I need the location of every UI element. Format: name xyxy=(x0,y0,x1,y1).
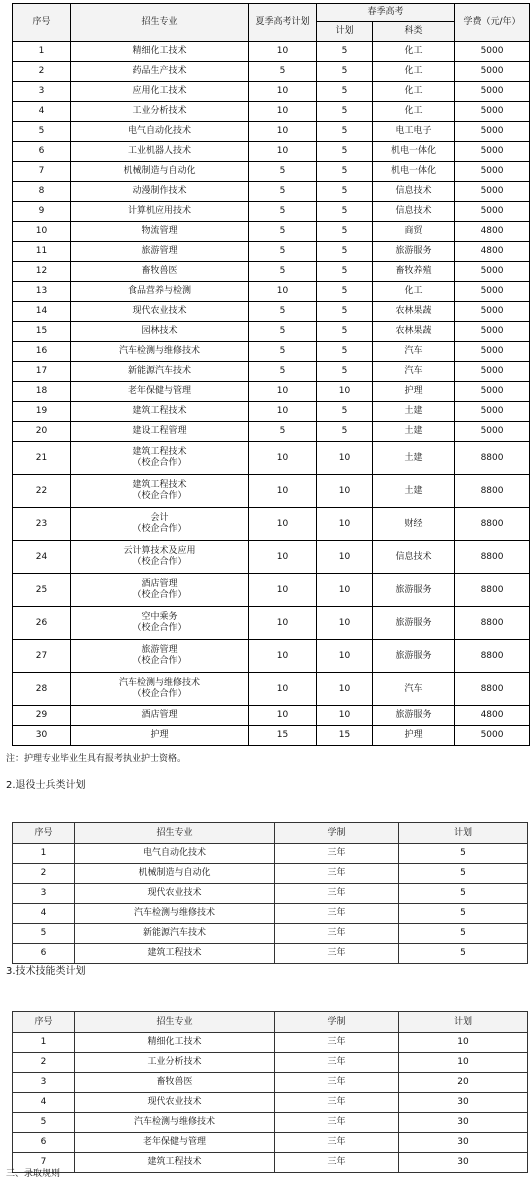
major-name: 护理 xyxy=(71,726,249,746)
row-number: 7 xyxy=(13,162,71,182)
summer-plan: 10 xyxy=(249,382,317,402)
table-row xyxy=(13,726,530,746)
spring-category: 农林果蔬 xyxy=(373,302,455,322)
major-name: 物流管理 xyxy=(71,222,249,242)
spring-category: 化工 xyxy=(373,82,455,102)
enrollment-plan-table xyxy=(12,3,530,746)
major-name: 现代农业技术 xyxy=(75,884,275,904)
major-name: 建筑工程技术 （校企合作） xyxy=(71,442,249,475)
spring-plan: 5 xyxy=(317,122,373,142)
summer-plan: 10 xyxy=(249,574,317,607)
summer-plan: 5 xyxy=(249,182,317,202)
spring-category: 土建 xyxy=(373,402,455,422)
table-row xyxy=(13,302,530,322)
major-name: 建筑工程技术 xyxy=(75,1153,275,1173)
tuition-fee: 8800 xyxy=(455,607,530,640)
major-name: 云计算技术及应用 （校企合作） xyxy=(71,541,249,574)
spring-plan: 10 xyxy=(317,475,373,508)
tuition-fee: 5000 xyxy=(455,382,530,402)
spring-plan: 5 xyxy=(317,242,373,262)
summer-plan: 5 xyxy=(249,302,317,322)
spring-plan: 5 xyxy=(317,202,373,222)
row-number: 12 xyxy=(13,262,71,282)
duration: 三年 xyxy=(275,1053,399,1073)
spring-category: 商贸 xyxy=(373,222,455,242)
row-number: 21 xyxy=(13,442,71,475)
spring-plan: 5 xyxy=(317,302,373,322)
row-number: 27 xyxy=(13,640,71,673)
tuition-fee: 5000 xyxy=(455,726,530,746)
duration: 三年 xyxy=(275,1093,399,1113)
spring-plan: 10 xyxy=(317,541,373,574)
major-name: 老年保健与管理 xyxy=(75,1133,275,1153)
row-number: 25 xyxy=(13,574,71,607)
row-number: 17 xyxy=(13,362,71,382)
summer-plan: 10 xyxy=(249,82,317,102)
table-row xyxy=(13,607,530,640)
header-major: 招生专业 xyxy=(75,1012,275,1033)
plan-count: 30 xyxy=(399,1133,528,1153)
row-number: 3 xyxy=(13,884,75,904)
table-row xyxy=(13,162,530,182)
row-number: 10 xyxy=(13,222,71,242)
plan-count: 10 xyxy=(399,1053,528,1073)
major-name: 汽车检测与维修技术 xyxy=(71,342,249,362)
plan-count: 30 xyxy=(399,1113,528,1133)
summer-plan: 5 xyxy=(249,242,317,262)
row-number: 4 xyxy=(13,102,71,122)
header-spring-plan: 计划 xyxy=(317,22,373,42)
plan-count: 5 xyxy=(399,924,528,944)
spring-category: 汽车 xyxy=(373,673,455,706)
summer-plan: 15 xyxy=(249,726,317,746)
major-name: 食品营养与检测 xyxy=(71,282,249,302)
spring-plan: 5 xyxy=(317,142,373,162)
spring-category: 机电一体化 xyxy=(373,142,455,162)
spring-plan: 5 xyxy=(317,162,373,182)
spring-plan: 5 xyxy=(317,362,373,382)
row-number: 2 xyxy=(13,1053,75,1073)
row-number: 14 xyxy=(13,302,71,322)
row-number: 29 xyxy=(13,706,71,726)
header-duration: 学制 xyxy=(275,1012,399,1033)
table-row xyxy=(13,508,530,541)
tuition-fee: 5000 xyxy=(455,302,530,322)
spring-plan: 5 xyxy=(317,42,373,62)
major-name: 工业分析技术 xyxy=(75,1053,275,1073)
section2-title: 2.退役士兵类计划 xyxy=(6,780,86,791)
summer-plan: 5 xyxy=(249,422,317,442)
summer-plan: 10 xyxy=(249,673,317,706)
spring-category: 化工 xyxy=(373,282,455,302)
section-title-cutoff: 三、录取规则 xyxy=(6,1169,61,1179)
table-row xyxy=(13,402,530,422)
major-name: 现代农业技术 xyxy=(75,1093,275,1113)
plan-count: 20 xyxy=(399,1073,528,1093)
row-number: 1 xyxy=(13,42,71,62)
summer-plan: 10 xyxy=(249,541,317,574)
tuition-fee: 5000 xyxy=(455,62,530,82)
veteran-plan-table xyxy=(12,822,528,964)
tuition-fee: 5000 xyxy=(455,102,530,122)
spring-category: 信息技术 xyxy=(373,541,455,574)
major-name: 新能源汽车技术 xyxy=(71,362,249,382)
table-row xyxy=(13,382,530,402)
table-row xyxy=(13,102,530,122)
major-name: 机械制造与自动化 xyxy=(75,864,275,884)
summer-plan: 5 xyxy=(249,322,317,342)
summer-plan: 10 xyxy=(249,475,317,508)
major-name: 精细化工技术 xyxy=(75,1033,275,1053)
major-name: 老年保健与管理 xyxy=(71,382,249,402)
table-row xyxy=(13,1113,528,1133)
spring-plan: 10 xyxy=(317,508,373,541)
row-number: 16 xyxy=(13,342,71,362)
summer-plan: 10 xyxy=(249,607,317,640)
duration: 三年 xyxy=(275,1113,399,1133)
table-row xyxy=(13,541,530,574)
row-number: 7 xyxy=(13,1153,75,1173)
tuition-fee: 4800 xyxy=(455,242,530,262)
major-name: 建筑工程技术 xyxy=(71,402,249,422)
table-row xyxy=(13,342,530,362)
spring-plan: 5 xyxy=(317,222,373,242)
row-number: 18 xyxy=(13,382,71,402)
tuition-fee: 8800 xyxy=(455,541,530,574)
major-name: 旅游管理 （校企合作） xyxy=(71,640,249,673)
major-name: 畜牧兽医 xyxy=(75,1073,275,1093)
summer-plan: 5 xyxy=(249,222,317,242)
spring-category: 土建 xyxy=(373,442,455,475)
spring-plan: 10 xyxy=(317,382,373,402)
row-number: 28 xyxy=(13,673,71,706)
row-number: 15 xyxy=(13,322,71,342)
table-row xyxy=(13,673,530,706)
tuition-fee: 5000 xyxy=(455,402,530,422)
row-number: 6 xyxy=(13,944,75,964)
table-row xyxy=(13,844,528,864)
major-name: 机械制造与自动化 xyxy=(71,162,249,182)
spring-plan: 5 xyxy=(317,262,373,282)
row-number: 13 xyxy=(13,282,71,302)
spring-category: 机电一体化 xyxy=(373,162,455,182)
table-row xyxy=(13,82,530,102)
row-number: 3 xyxy=(13,82,71,102)
header-seq: 序号 xyxy=(13,823,75,844)
tuition-fee: 5000 xyxy=(455,122,530,142)
header-plan: 计划 xyxy=(399,823,528,844)
table-row xyxy=(13,182,530,202)
row-number: 5 xyxy=(13,122,71,142)
duration: 三年 xyxy=(275,904,399,924)
spring-category: 化工 xyxy=(373,42,455,62)
tuition-fee: 5000 xyxy=(455,262,530,282)
table-row xyxy=(13,442,530,475)
tuition-fee: 8800 xyxy=(455,475,530,508)
spring-category: 信息技术 xyxy=(373,202,455,222)
row-number: 4 xyxy=(13,1093,75,1113)
table-row xyxy=(13,142,530,162)
spring-category: 旅游服务 xyxy=(373,640,455,673)
tuition-fee: 5000 xyxy=(455,422,530,442)
header-summer-plan: 夏季高考计划 xyxy=(249,4,317,42)
summer-plan: 10 xyxy=(249,122,317,142)
spring-category: 旅游服务 xyxy=(373,574,455,607)
row-number: 2 xyxy=(13,864,75,884)
tuition-fee: 8800 xyxy=(455,673,530,706)
row-number: 3 xyxy=(13,1073,75,1093)
section3-title: 3.技术技能类计划 xyxy=(6,966,86,977)
row-number: 30 xyxy=(13,726,71,746)
table-row xyxy=(13,202,530,222)
summer-plan: 5 xyxy=(249,262,317,282)
spring-category: 畜牧养殖 xyxy=(373,262,455,282)
table-row xyxy=(13,42,530,62)
spring-plan: 5 xyxy=(317,82,373,102)
summer-plan: 10 xyxy=(249,402,317,422)
major-name: 酒店管理 （校企合作） xyxy=(71,574,249,607)
spring-category: 农林果蔬 xyxy=(373,322,455,342)
duration: 三年 xyxy=(275,924,399,944)
plan-count: 5 xyxy=(399,844,528,864)
spring-category: 旅游服务 xyxy=(373,242,455,262)
spring-category: 汽车 xyxy=(373,362,455,382)
major-name: 汽车检测与维修技术 xyxy=(75,904,275,924)
spring-plan: 5 xyxy=(317,62,373,82)
major-name: 汽车检测与维修技术 xyxy=(75,1113,275,1133)
tuition-fee: 8800 xyxy=(455,508,530,541)
spring-category: 电工电子 xyxy=(373,122,455,142)
row-number: 24 xyxy=(13,541,71,574)
major-name: 动漫制作技术 xyxy=(71,182,249,202)
table-row xyxy=(13,282,530,302)
table-row xyxy=(13,122,530,142)
table-row xyxy=(13,1073,528,1093)
table-row xyxy=(13,1133,528,1153)
tuition-fee: 8800 xyxy=(455,442,530,475)
spring-category: 财经 xyxy=(373,508,455,541)
table-row xyxy=(13,706,530,726)
major-name: 工业机器人技术 xyxy=(71,142,249,162)
summer-plan: 5 xyxy=(249,342,317,362)
row-number: 20 xyxy=(13,422,71,442)
spring-plan: 5 xyxy=(317,322,373,342)
header-duration: 学制 xyxy=(275,823,399,844)
spring-plan: 10 xyxy=(317,640,373,673)
row-number: 6 xyxy=(13,142,71,162)
major-name: 电气自动化技术 xyxy=(75,844,275,864)
duration: 三年 xyxy=(275,1133,399,1153)
table-row xyxy=(13,1033,528,1053)
table-row xyxy=(13,475,530,508)
major-name: 会计 （校企合作） xyxy=(71,508,249,541)
spring-category: 护理 xyxy=(373,726,455,746)
spring-category: 土建 xyxy=(373,475,455,508)
spring-plan: 10 xyxy=(317,442,373,475)
tuition-fee: 5000 xyxy=(455,142,530,162)
table-row xyxy=(13,1093,528,1113)
spring-plan: 5 xyxy=(317,102,373,122)
plan-count: 5 xyxy=(399,864,528,884)
major-name: 工业分析技术 xyxy=(71,102,249,122)
tuition-fee: 5000 xyxy=(455,202,530,222)
row-number: 5 xyxy=(13,924,75,944)
duration: 三年 xyxy=(275,844,399,864)
duration: 三年 xyxy=(275,944,399,964)
plan-count: 5 xyxy=(399,904,528,924)
table-row xyxy=(13,362,530,382)
tuition-fee: 4800 xyxy=(455,222,530,242)
major-name: 园林技术 xyxy=(71,322,249,342)
major-name: 建筑工程技术 （校企合作） xyxy=(71,475,249,508)
tuition-fee: 5000 xyxy=(455,42,530,62)
tuition-fee: 5000 xyxy=(455,322,530,342)
table-row xyxy=(13,884,528,904)
duration: 三年 xyxy=(275,864,399,884)
plan-count: 10 xyxy=(399,1033,528,1053)
spring-category: 化工 xyxy=(373,62,455,82)
header-major: 招生专业 xyxy=(75,823,275,844)
duration: 三年 xyxy=(275,1153,399,1173)
summer-plan: 10 xyxy=(249,142,317,162)
header-spring: 春季高考 xyxy=(317,4,455,22)
major-name: 应用化工技术 xyxy=(71,82,249,102)
nursing-note: 注：护理专业毕业生具有报考执业护士资格。 xyxy=(6,754,187,764)
table-row xyxy=(13,640,530,673)
spring-category: 旅游服务 xyxy=(373,607,455,640)
header-major: 招生专业 xyxy=(71,4,249,42)
tuition-fee: 5000 xyxy=(455,282,530,302)
major-name: 新能源汽车技术 xyxy=(75,924,275,944)
major-name: 建筑工程技术 xyxy=(75,944,275,964)
row-number: 1 xyxy=(13,1033,75,1053)
table-row xyxy=(13,262,530,282)
row-number: 2 xyxy=(13,62,71,82)
header-fee: 学费（元/年） xyxy=(455,4,530,42)
spring-category: 护理 xyxy=(373,382,455,402)
major-name: 电气自动化技术 xyxy=(71,122,249,142)
spring-plan: 5 xyxy=(317,182,373,202)
row-number: 1 xyxy=(13,844,75,864)
table-row xyxy=(13,924,528,944)
header-plan: 计划 xyxy=(399,1012,528,1033)
row-number: 5 xyxy=(13,1113,75,1133)
table-row xyxy=(13,904,528,924)
major-name: 空中乘务 （校企合作） xyxy=(71,607,249,640)
major-name: 汽车检测与维修技术 （校企合作） xyxy=(71,673,249,706)
row-number: 19 xyxy=(13,402,71,422)
tuition-fee: 8800 xyxy=(455,574,530,607)
tuition-fee: 4800 xyxy=(455,706,530,726)
spring-plan: 5 xyxy=(317,422,373,442)
row-number: 26 xyxy=(13,607,71,640)
tuition-fee: 5000 xyxy=(455,162,530,182)
row-number: 4 xyxy=(13,904,75,924)
row-number: 9 xyxy=(13,202,71,222)
major-name: 旅游管理 xyxy=(71,242,249,262)
spring-plan: 10 xyxy=(317,574,373,607)
duration: 三年 xyxy=(275,884,399,904)
plan-count: 30 xyxy=(399,1153,528,1173)
major-name: 畜牧兽医 xyxy=(71,262,249,282)
plan-count: 5 xyxy=(399,944,528,964)
header-seq: 序号 xyxy=(13,1012,75,1033)
major-name: 建设工程管理 xyxy=(71,422,249,442)
row-number: 23 xyxy=(13,508,71,541)
table-row xyxy=(13,944,528,964)
summer-plan: 10 xyxy=(249,442,317,475)
header-seq: 序号 xyxy=(13,4,71,42)
major-name: 现代农业技术 xyxy=(71,302,249,322)
table-row xyxy=(13,242,530,262)
summer-plan: 5 xyxy=(249,162,317,182)
summer-plan: 10 xyxy=(249,640,317,673)
table-row xyxy=(13,422,530,442)
spring-category: 土建 xyxy=(373,422,455,442)
technical-skills-plan-table xyxy=(12,1011,528,1173)
row-number: 8 xyxy=(13,182,71,202)
major-name: 计算机应用技术 xyxy=(71,202,249,222)
row-number: 6 xyxy=(13,1133,75,1153)
spring-plan: 10 xyxy=(317,607,373,640)
summer-plan: 5 xyxy=(249,362,317,382)
summer-plan: 10 xyxy=(249,706,317,726)
summer-plan: 10 xyxy=(249,42,317,62)
header-spring-category: 科类 xyxy=(373,22,455,42)
table-row xyxy=(13,1153,528,1173)
spring-plan: 15 xyxy=(317,726,373,746)
duration: 三年 xyxy=(275,1073,399,1093)
row-number: 11 xyxy=(13,242,71,262)
table-row xyxy=(13,864,528,884)
spring-plan: 10 xyxy=(317,706,373,726)
spring-category: 化工 xyxy=(373,102,455,122)
spring-category: 旅游服务 xyxy=(373,706,455,726)
table-row xyxy=(13,322,530,342)
table-row xyxy=(13,222,530,242)
row-number: 22 xyxy=(13,475,71,508)
table-row xyxy=(13,62,530,82)
table-row xyxy=(13,1053,528,1073)
spring-category: 汽车 xyxy=(373,342,455,362)
summer-plan: 5 xyxy=(249,202,317,222)
summer-plan: 10 xyxy=(249,102,317,122)
plan-count: 30 xyxy=(399,1093,528,1113)
major-name: 药品生产技术 xyxy=(71,62,249,82)
major-name: 酒店管理 xyxy=(71,706,249,726)
plan-count: 5 xyxy=(399,884,528,904)
spring-plan: 5 xyxy=(317,342,373,362)
spring-plan: 10 xyxy=(317,673,373,706)
spring-category: 信息技术 xyxy=(373,182,455,202)
summer-plan: 10 xyxy=(249,508,317,541)
summer-plan: 5 xyxy=(249,62,317,82)
spring-plan: 5 xyxy=(317,282,373,302)
tuition-fee: 5000 xyxy=(455,182,530,202)
tuition-fee: 8800 xyxy=(455,640,530,673)
tuition-fee: 5000 xyxy=(455,82,530,102)
duration: 三年 xyxy=(275,1033,399,1053)
tuition-fee: 5000 xyxy=(455,342,530,362)
major-name: 精细化工技术 xyxy=(71,42,249,62)
spring-plan: 5 xyxy=(317,402,373,422)
table-row xyxy=(13,574,530,607)
summer-plan: 10 xyxy=(249,282,317,302)
tuition-fee: 5000 xyxy=(455,362,530,382)
